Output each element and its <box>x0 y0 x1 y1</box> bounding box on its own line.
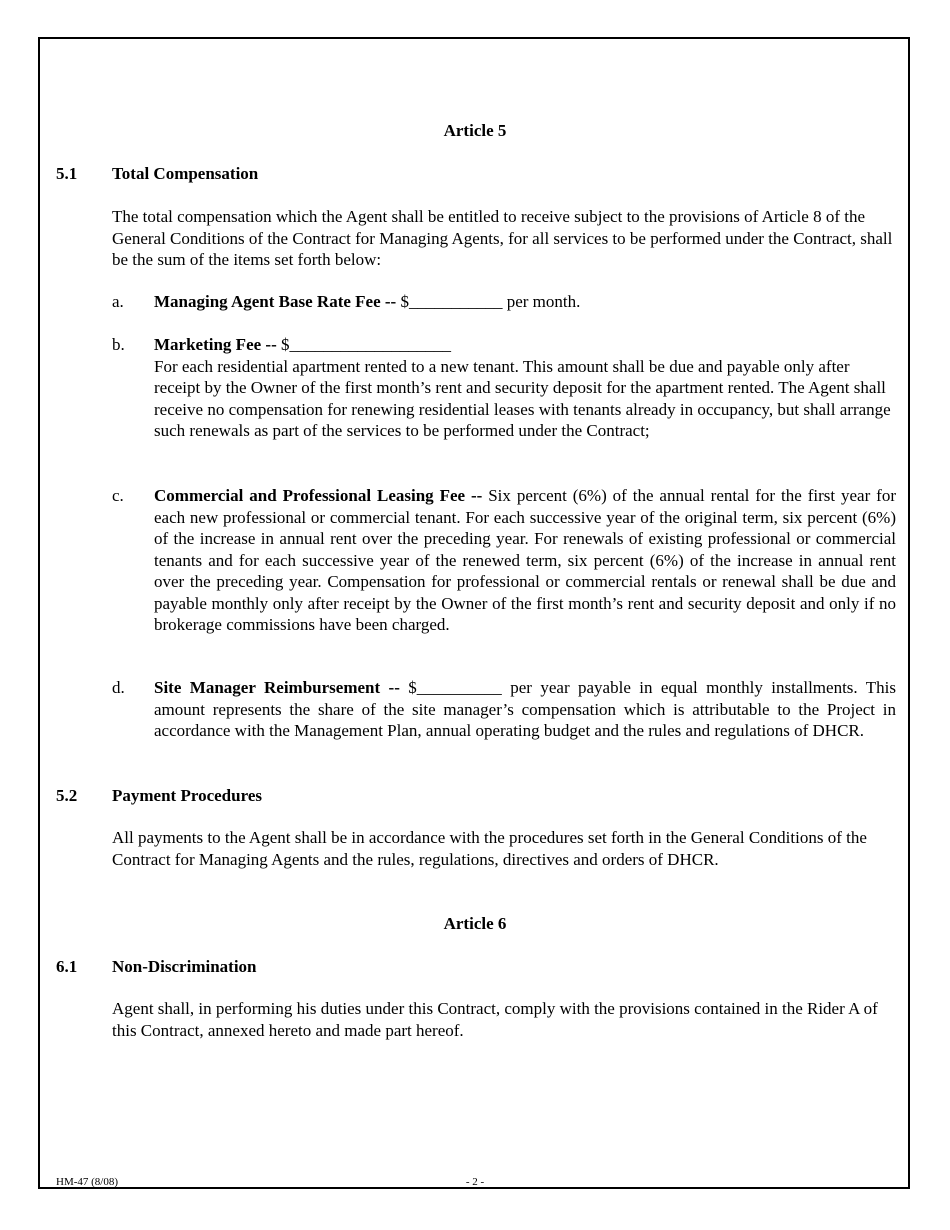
footer-page-number: - 2 - <box>465 1176 485 1188</box>
section-5-2-title: Payment Procedures <box>112 786 262 805</box>
item-c-letter: c. <box>112 486 124 505</box>
item-d-text: $__________ per year payable in equal monthly installments. This amount represents the share of the site manager’s compensation which is attributable to the Project in accordance with the Management Plan, annual operating budget and the rules and regulations of DHCR. <box>154 678 896 740</box>
item-c <box>154 485 896 636</box>
item-a-text: $___________ per month. <box>396 292 581 311</box>
section-5-2-text: All payments to the Agent shall be in accordance with the procedures set forth in the General Conditions of the Contract for Managing Agents and the rules, regulations, directives and orders of DHCR. <box>112 828 867 869</box>
item-a-letter: a. <box>112 292 124 311</box>
item-b <box>154 334 896 442</box>
item-a-label: Managing Agent Base Rate Fee -- <box>154 292 397 311</box>
section-5-1-number: 5.1 <box>56 164 78 183</box>
item-a <box>154 291 896 313</box>
section-5-2-number: 5.2 <box>56 786 78 805</box>
section-6-1-title: Non-Discrimination <box>112 957 257 976</box>
item-c-text: Six percent (6%) of the annual rental for the first year for each new professional or commercial tenant. For each successive year of the original term, six percent (6%) of the increase in annual rent over the preceding year. For renewals of existing professional or commercial tenants and for each successive year of the renewed term, six percent (6%) of the increase in annual rent over the preceding year. Compensation for professional or commercial rentals or renewal shall be due and payable monthly only after receipt by the Owner of the first month’s rent and security deposit and only if no brokerage commissions have been charged. <box>154 486 896 634</box>
item-b-letter: b. <box>112 335 125 354</box>
item-d-label: Site Manager Reimbursement -- <box>154 678 400 697</box>
article-6-title: Article 6 <box>443 914 507 933</box>
section-6-1-text: Agent shall, in performing his duties under this Contract, comply with the provisions contained in the Rider A of this Contract, annexed hereto and made part hereof. <box>112 999 878 1040</box>
article-5-title: Article 5 <box>443 121 507 140</box>
item-b-description: For each residential apartment rented to a new tenant. This amount shall be due and payable only after receipt by the Owner of the first month’s rent and security deposit for the apartment rented. The Agent shall receive no compensation for renewing residential leases with tenants already in occupancy, but shall arrange such renewals as part of the services to be performed under the Contract; <box>154 356 891 440</box>
item-c-label: Commercial and Professional Leasing Fee -- <box>154 486 483 505</box>
section-6-1-number: 6.1 <box>56 957 78 976</box>
item-b-text: $___________________ <box>276 335 451 354</box>
footer-form-id: HM-47 (8/08) <box>56 1176 119 1188</box>
item-d <box>154 677 896 742</box>
section-5-1-intro: The total compensation which the Agent shall be entitled to receive subject to the provisions of Article 8 of the General Conditions of the Contract for Managing Agents, for all services to be performed under the Contract, shall be the sum of the items set forth below: <box>112 207 893 269</box>
item-b-label: Marketing Fee -- <box>154 335 277 354</box>
item-d-letter: d. <box>112 678 125 697</box>
section-5-1-title: Total Compensation <box>112 164 259 183</box>
